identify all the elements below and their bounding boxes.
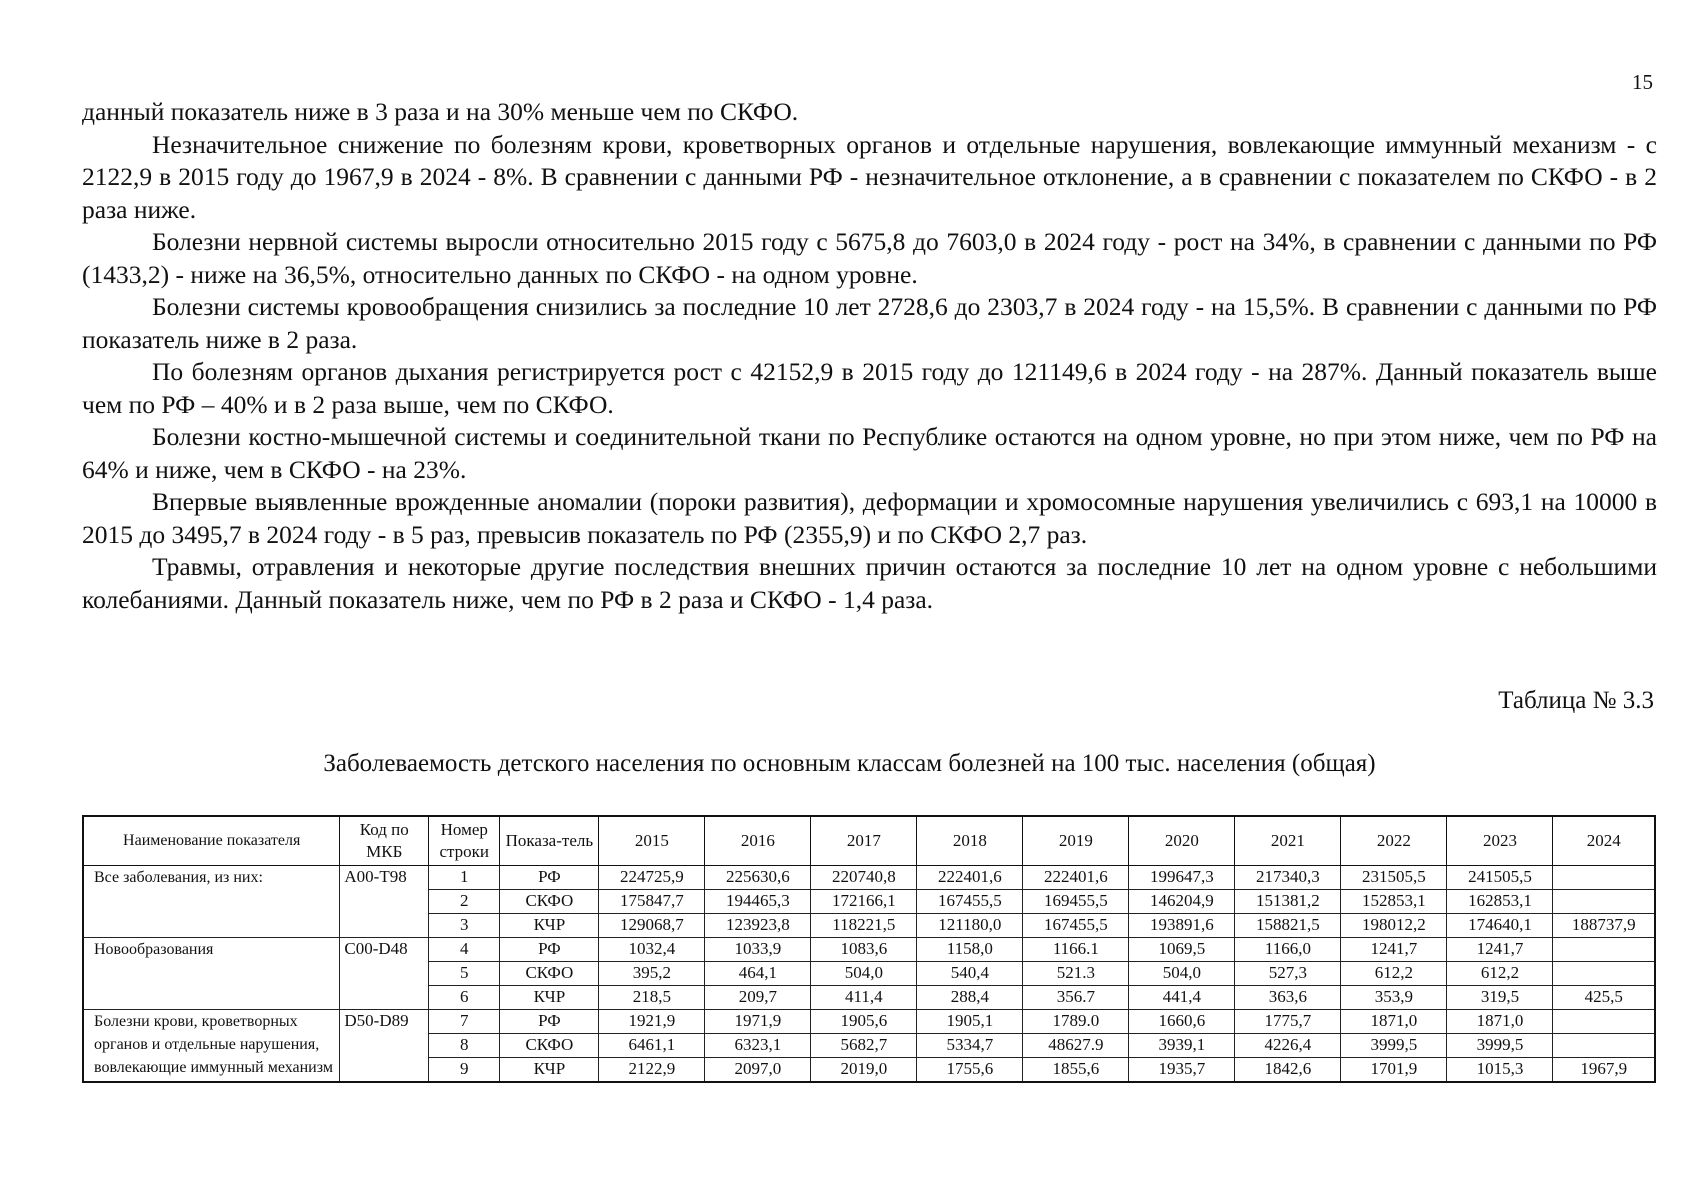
row-number: 3: [429, 914, 500, 938]
value-cell: 1158,0: [917, 938, 1023, 962]
value-cell: 1241,7: [1341, 938, 1447, 962]
value-cell: 1241,7: [1447, 938, 1553, 962]
value-cell: 220740,8: [811, 866, 917, 890]
value-cell: 6323,1: [705, 1034, 811, 1058]
row-number: 8: [429, 1034, 500, 1058]
indicator-region: КЧР: [500, 914, 599, 938]
header-code: Код по МКБ: [340, 816, 429, 866]
paragraph: Болезни нервной системы выросли относительно 2015 году с 5675,8 до 7603,0 в 2024 году - рост на 34%, в сравнении с данными по РФ (1433,2) - ниже на 36,5%, относительно данных по СКФО - на одном уровне.: [82, 227, 1657, 289]
body-text: [82, 96, 1657, 616]
value-cell: 1069,5: [1129, 938, 1235, 962]
paragraph: Впервые выявленные врожденные аномалии (пороки развития), деформации и хромосомные нарушения увеличились с 693,1 на 10000 в 2015 до 3495,7 в 2024 году - в 5 раз, превысив показатель по РФ (2355,9) и по СКФО 2,7 раз.: [82, 487, 1657, 549]
indicator-region: КЧР: [500, 986, 599, 1010]
value-cell: 1855,6: [1023, 1058, 1129, 1083]
value-cell: 225630,6: [705, 866, 811, 890]
value-cell: 169455,5: [1023, 890, 1129, 914]
header-year: 2018: [917, 816, 1023, 866]
indicator-region: СКФО: [500, 962, 599, 986]
value-cell: 1905,1: [917, 1010, 1023, 1034]
row-number: 1: [429, 866, 500, 890]
value-cell: 118221,5: [811, 914, 917, 938]
header-year: 2020: [1129, 816, 1235, 866]
row-number: 2: [429, 890, 500, 914]
value-cell: [1553, 890, 1655, 914]
value-cell: 172166,1: [811, 890, 917, 914]
value-cell: 241505,5: [1447, 866, 1553, 890]
header-year: 2019: [1023, 816, 1129, 866]
paragraph: Незначительное снижение по болезням крови, кроветворных органов и отдельные нарушения, вовлекающие иммунный механизм - с 2122,9 в 2015 году до 1967,9 в 2024 - 8%. В сравнении с данными РФ - незначительное отклонение, а в сравнении с показателем по СКФО - в 2 раза ниже.: [82, 129, 1657, 224]
table-row: [83, 1010, 1655, 1034]
value-cell: 395,2: [599, 962, 705, 986]
table-body: [83, 866, 1655, 1083]
value-cell: 198012,2: [1341, 914, 1447, 938]
value-cell: 504,0: [811, 962, 917, 986]
row-number: 9: [429, 1058, 500, 1083]
header-year: 2023: [1447, 816, 1553, 866]
value-cell: 3939,1: [1129, 1034, 1235, 1058]
table-title: Заболеваемость детского населения по основным классам болезней на 100 тыс. населения (общая): [323, 750, 1376, 777]
morbidity-table: [82, 815, 1656, 1083]
header-year: 2017: [811, 816, 917, 866]
value-cell: 425,5: [1553, 986, 1655, 1010]
row-number: 6: [429, 986, 500, 1010]
value-cell: 129068,7: [599, 914, 705, 938]
indicator-region: РФ: [500, 1010, 599, 1034]
value-cell: 356.7: [1023, 986, 1129, 1010]
value-cell: [1553, 1034, 1655, 1058]
header-year: 2022: [1341, 816, 1447, 866]
value-cell: 174640,1: [1447, 914, 1553, 938]
paragraph: данный показатель ниже в 3 раза и на 30% меньше чем по СКФО.: [82, 97, 799, 126]
header-year: 2016: [705, 816, 811, 866]
value-cell: 1905,6: [811, 1010, 917, 1034]
indicator-name: Все заболевания, из них:: [83, 866, 340, 938]
header-indicator: Показа-тель: [500, 816, 599, 866]
value-cell: 231505,5: [1341, 866, 1447, 890]
value-cell: 123923,8: [705, 914, 811, 938]
value-cell: 152853,1: [1341, 890, 1447, 914]
icd-code: C00-D48: [340, 938, 429, 1010]
indicator-region: СКФО: [500, 1034, 599, 1058]
value-cell: [1553, 1010, 1655, 1034]
table-row: [83, 938, 1655, 962]
table-number: Таблица № 3.3: [1498, 687, 1654, 714]
value-cell: 1921,9: [599, 1010, 705, 1034]
indicator-name: Новообразования: [83, 938, 340, 1010]
header-year: 2021: [1235, 816, 1341, 866]
value-cell: 167455,5: [1023, 914, 1129, 938]
value-cell: [1553, 962, 1655, 986]
value-cell: 612,2: [1341, 962, 1447, 986]
paragraph: Болезни системы кровообращения снизились за последние 10 лет 2728,6 до 2303,7 в 2024 году - на 15,5%. В сравнении с данными по РФ показатель ниже в 2 раза.: [82, 292, 1657, 354]
value-cell: [1553, 938, 1655, 962]
value-cell: 1871,0: [1447, 1010, 1553, 1034]
value-cell: 411,4: [811, 986, 917, 1010]
value-cell: 1166,0: [1235, 938, 1341, 962]
value-cell: 199647,3: [1129, 866, 1235, 890]
value-cell: 222401,6: [1023, 866, 1129, 890]
value-cell: 319,5: [1447, 986, 1553, 1010]
header-row-number: Номер строки: [429, 816, 500, 866]
value-cell: 2019,0: [811, 1058, 917, 1083]
value-cell: 540,4: [917, 962, 1023, 986]
value-cell: 1755,6: [917, 1058, 1023, 1083]
header-year: 2015: [599, 816, 705, 866]
paragraph: По болезням органов дыхания регистрируется рост с 42152,9 в 2015 году до 121149,6 в 2024 году - на 287%. Данный показатель выше чем по РФ – 40% и в 2 раза выше, чем по СКФО.: [82, 357, 1657, 419]
value-cell: 1032,4: [599, 938, 705, 962]
value-cell: 1775,7: [1235, 1010, 1341, 1034]
value-cell: 288,4: [917, 986, 1023, 1010]
value-cell: 217340,3: [1235, 866, 1341, 890]
table-row: [83, 866, 1655, 890]
indicator-region: СКФО: [500, 890, 599, 914]
value-cell: 209,7: [705, 986, 811, 1010]
indicator-region: КЧР: [500, 1058, 599, 1083]
header-name: Наименование показателя: [83, 816, 340, 866]
value-cell: 158821,5: [1235, 914, 1341, 938]
value-cell: 146204,9: [1129, 890, 1235, 914]
paragraph: Болезни костно-мышечной системы и соединительной ткани по Республике остаются на одном уровне, но при этом ниже, чем по РФ на 64% и ниже, чем в СКФО - на 23%.: [82, 422, 1657, 484]
value-cell: 1033,9: [705, 938, 811, 962]
value-cell: 1083,6: [811, 938, 917, 962]
header-row: [83, 816, 1655, 866]
value-cell: 441,4: [1129, 986, 1235, 1010]
value-cell: 194465,3: [705, 890, 811, 914]
header-year: 2024: [1553, 816, 1655, 866]
value-cell: 121180,0: [917, 914, 1023, 938]
value-cell: 353,9: [1341, 986, 1447, 1010]
value-cell: 162853,1: [1447, 890, 1553, 914]
value-cell: [1553, 866, 1655, 890]
value-cell: 2122,9: [599, 1058, 705, 1083]
row-number: 7: [429, 1010, 500, 1034]
value-cell: 521.3: [1023, 962, 1129, 986]
paragraph: Травмы, отравления и некоторые другие последствия внешних причин остаются за последние 10 лет на одном уровне с небольшими колебаниями. Данный показатель ниже, чем по РФ в 2 раза и СКФО - 1,4 раза.: [82, 552, 1657, 614]
value-cell: 167455,5: [917, 890, 1023, 914]
value-cell: 5334,7: [917, 1034, 1023, 1058]
value-cell: 4226,4: [1235, 1034, 1341, 1058]
value-cell: 222401,6: [917, 866, 1023, 890]
indicator-name: Болезни крови, кроветворных органов и отдельные нарушения, вовлекающие иммунный механизм: [83, 1010, 340, 1083]
value-cell: 1871,0: [1341, 1010, 1447, 1034]
value-cell: 504,0: [1129, 962, 1235, 986]
value-cell: 363,6: [1235, 986, 1341, 1010]
icd-code: A00-T98: [340, 866, 429, 938]
value-cell: 1166.1: [1023, 938, 1129, 962]
value-cell: 1701,9: [1341, 1058, 1447, 1083]
value-cell: 612,2: [1447, 962, 1553, 986]
value-cell: 193891,6: [1129, 914, 1235, 938]
row-number: 5: [429, 962, 500, 986]
indicator-region: РФ: [500, 866, 599, 890]
value-cell: 224725,9: [599, 866, 705, 890]
value-cell: 3999,5: [1341, 1034, 1447, 1058]
value-cell: 48627.9: [1023, 1034, 1129, 1058]
value-cell: 3999,5: [1447, 1034, 1553, 1058]
value-cell: 218,5: [599, 986, 705, 1010]
value-cell: 1935,7: [1129, 1058, 1235, 1083]
indicator-region: РФ: [500, 938, 599, 962]
row-number: 4: [429, 938, 500, 962]
value-cell: 151381,2: [1235, 890, 1341, 914]
page-number: 15: [1632, 70, 1653, 94]
icd-code: D50-D89: [340, 1010, 429, 1083]
value-cell: 6461,1: [599, 1034, 705, 1058]
value-cell: 1660,6: [1129, 1010, 1235, 1034]
value-cell: 2097,0: [705, 1058, 811, 1083]
value-cell: 188737,9: [1553, 914, 1655, 938]
value-cell: 1967,9: [1553, 1058, 1655, 1083]
value-cell: 175847,7: [599, 890, 705, 914]
value-cell: 1015,3: [1447, 1058, 1553, 1083]
value-cell: 527,3: [1235, 962, 1341, 986]
value-cell: 1789.0: [1023, 1010, 1129, 1034]
value-cell: 5682,7: [811, 1034, 917, 1058]
value-cell: 1842,6: [1235, 1058, 1341, 1083]
value-cell: 464,1: [705, 962, 811, 986]
table-header: [83, 816, 1655, 866]
value-cell: 1971,9: [705, 1010, 811, 1034]
